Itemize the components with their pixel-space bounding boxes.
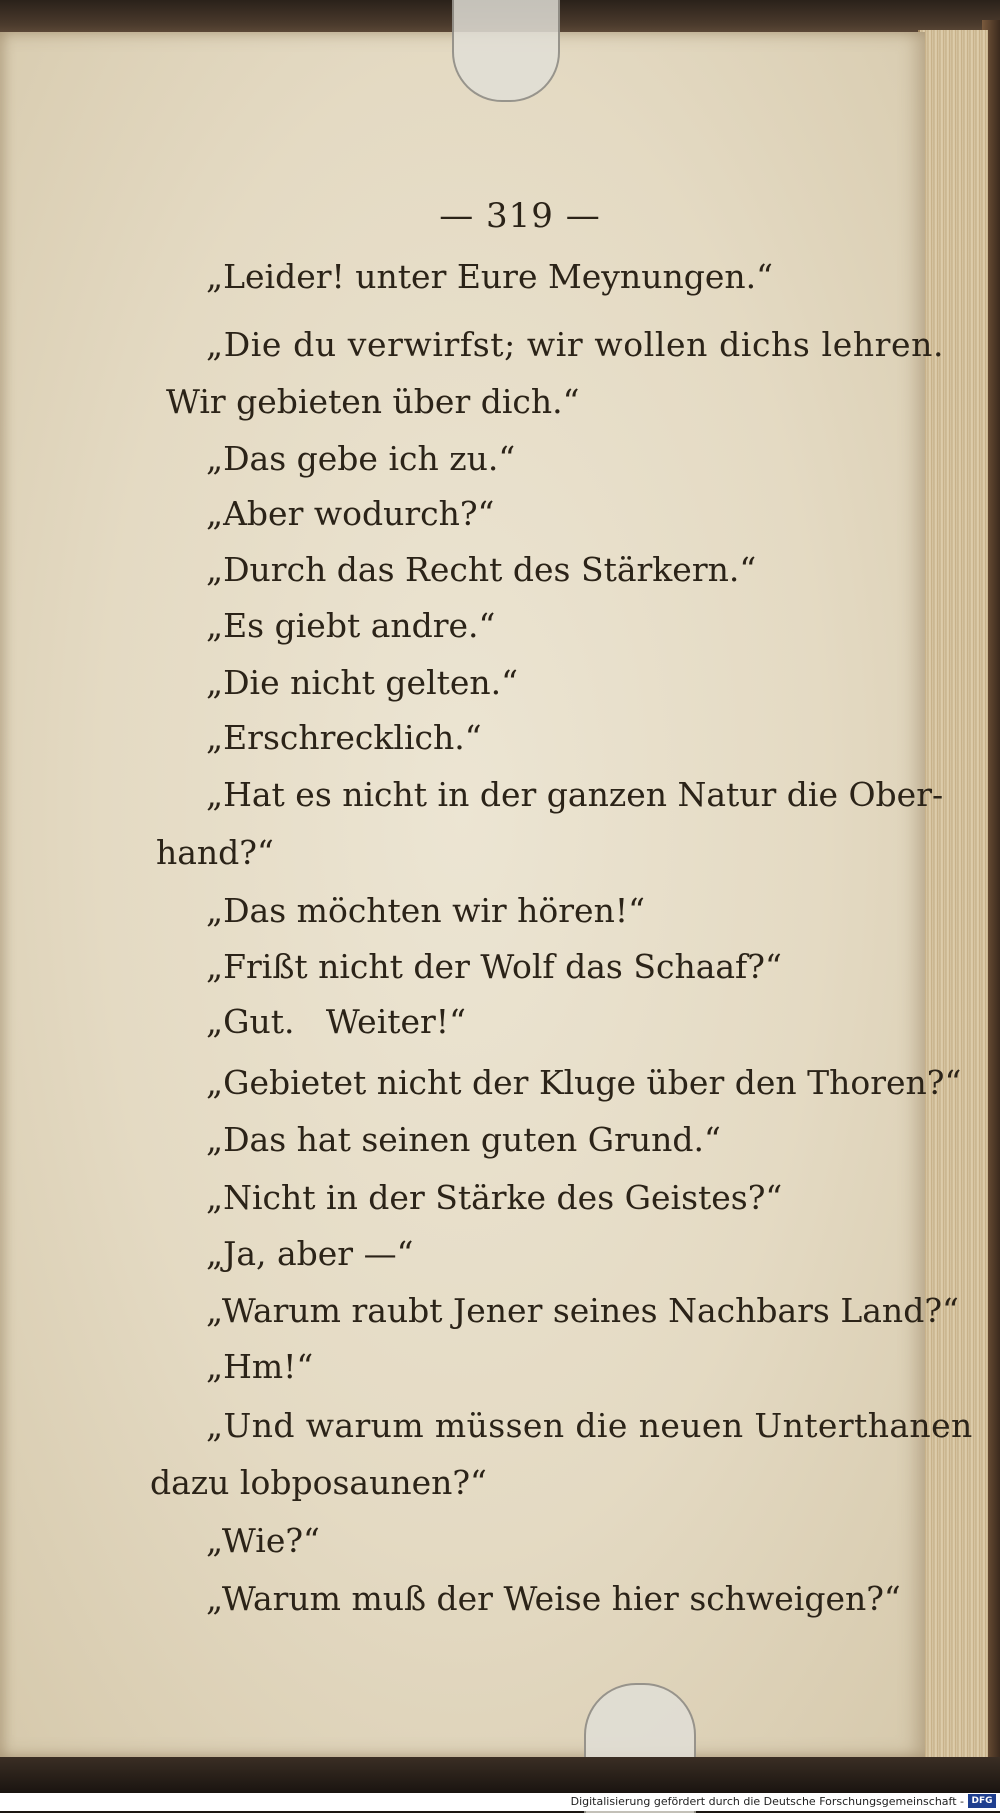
text-line: „Hm!“ <box>206 1347 314 1386</box>
text-line: „Das möchten wir hören!“ <box>206 891 645 930</box>
text-line: „Gut. Weiter!“ <box>206 1002 466 1041</box>
page-block-edge <box>918 30 988 1760</box>
text-line: „Erschrecklich.“ <box>206 718 482 757</box>
text-line: „Leider! unter Eure Meynungen.“ <box>206 257 773 296</box>
text-line: „Aber wodurch?“ <box>206 494 495 533</box>
text-line: dazu lobposaunen?“ <box>150 1463 487 1502</box>
text-line: „Ja, aber —“ <box>206 1234 414 1273</box>
text-line: „Wie?“ <box>206 1521 320 1560</box>
text-line: „Durch das Recht des Stärkern.“ <box>206 550 757 589</box>
text-line: „Es giebt andre.“ <box>206 606 496 645</box>
page-clip-top <box>452 0 560 102</box>
text-line: „Frißt nicht der Wolf das Schaaf?“ <box>206 947 782 986</box>
text-line: Wir gebieten über dich.“ <box>166 382 580 421</box>
page-number: — 319 — <box>439 196 601 236</box>
text-line: „Das gebe ich zu.“ <box>206 439 516 478</box>
text-line: „Und warum müssen die neuen Unterthanen <box>206 1406 973 1445</box>
text-line: „Warum muß der Weise hier schweigen?“ <box>206 1579 901 1618</box>
text-line: „Die du verwirfst; wir wollen dichs lehren. <box>206 325 945 364</box>
text-line: „Das hat seinen guten Grund.“ <box>206 1120 721 1159</box>
footer-credit: Digitalisierung gefördert durch die Deutsche Forschungsgemeinschaft - <box>570 1795 964 1808</box>
text-line: „Nicht in der Stärke des Geistes?“ <box>206 1178 783 1217</box>
text-line: „Warum raubt Jener seines Nachbars Land?“ <box>206 1291 959 1330</box>
text-line: „Hat es nicht in der ganzen Natur die Ober- <box>206 775 944 814</box>
text-line: hand?“ <box>156 833 274 872</box>
text-line: „Gebietet nicht der Kluge über den Thoren?“ <box>206 1063 962 1102</box>
footer-bar <box>0 1793 1000 1811</box>
dfg-logo: DFG <box>968 1794 996 1808</box>
text-line: „Die nicht gelten.“ <box>206 663 519 702</box>
book-cover-bottom <box>0 1757 1000 1793</box>
